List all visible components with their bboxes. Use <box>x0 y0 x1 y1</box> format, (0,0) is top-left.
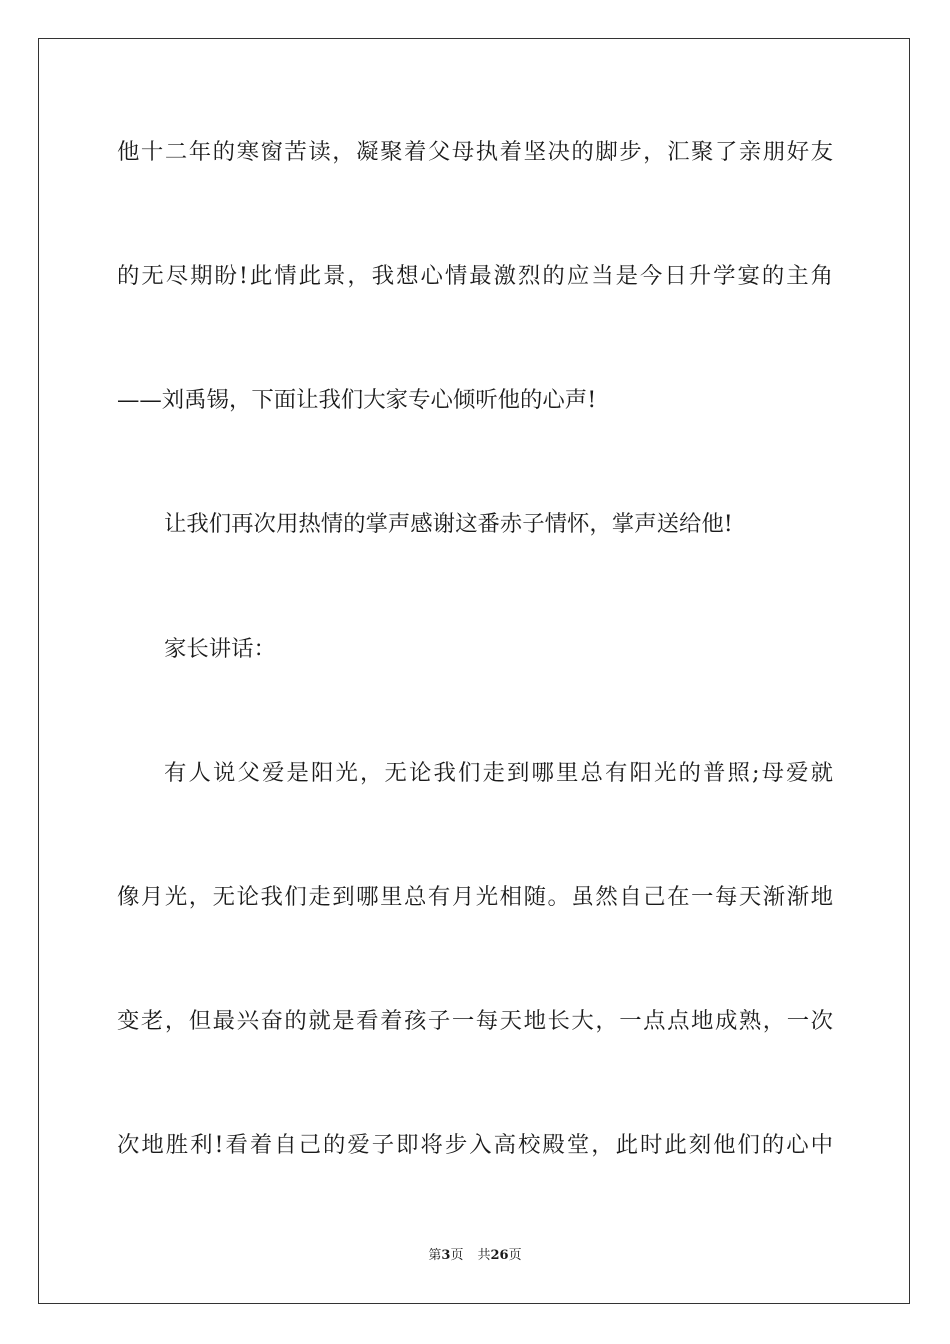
text-line-9: 次地胜利!看着自己的爱子即将步入高校殿堂，此时此刻他们的心中 <box>117 1132 833 1158</box>
footer-page-number: 3 <box>441 1248 451 1263</box>
footer-total-pages: 26 <box>490 1248 509 1263</box>
text-line-6: 有人说父爱是阳光，无论我们走到哪里总有阳光的普照;母爱就 <box>164 760 833 786</box>
page-footer <box>0 1247 950 1265</box>
text-line-7: 像月光，无论我们走到哪里总有月光相随。虽然自己在一每天渐渐地 <box>117 884 833 910</box>
footer-page-suffix: 页 <box>450 1248 464 1263</box>
footer-total-prefix: 共 <box>477 1248 491 1263</box>
text-line-5: 家长讲话： <box>164 636 276 662</box>
footer-page-prefix: 第 <box>428 1248 442 1263</box>
text-line-8: 变老，但最兴奋的就是看着孩子一每天地长大，一点点地成熟，一次 <box>117 1008 833 1034</box>
text-line-3: ——刘禹锡，下面让我们大家专心倾听他的心声! <box>117 387 597 413</box>
text-line-2: 的无尽期盼!此情此景，我想心情最激烈的应当是今日升学宴的主角 <box>117 263 833 289</box>
text-line-4: 让我们再次用热情的掌声感谢这番赤子情怀，掌声送给他! <box>164 511 733 537</box>
page-border <box>38 38 910 1304</box>
footer-total-suffix: 页 <box>508 1248 522 1263</box>
text-line-1: 他十二年的寒窗苦读，凝聚着父母执着坚决的脚步，汇聚了亲朋好友 <box>117 139 833 165</box>
